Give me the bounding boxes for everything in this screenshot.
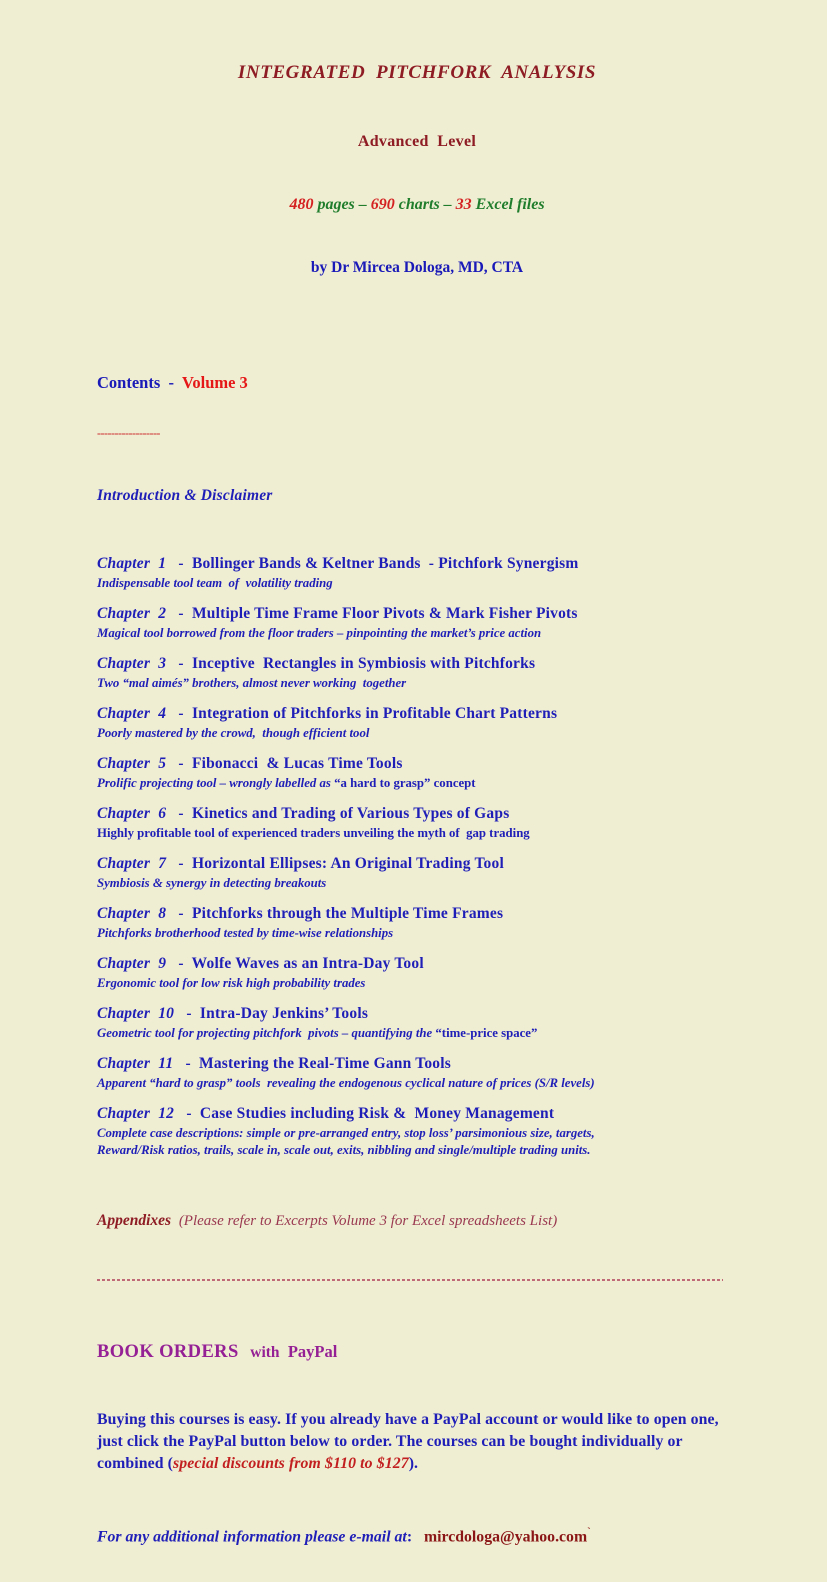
chapter-subtitle [97,1025,737,1041]
chapter-separator: - [166,605,192,622]
book-byline: by Dr Mircea Dologa, MD, CTA [310,259,524,276]
chapter-separator: - [166,805,192,822]
chapter-separator: - [174,1105,200,1122]
appendix-entry [97,1212,737,1230]
chapter-number-label: Chapter 8 [97,905,167,922]
chapter-subtitle-part: Highly profitable tool of experienced traders unveiling the myth of gap trading [97,826,530,840]
chapter-subtitle-part: Complete case descriptions: simple or pre-arranged entry, stop loss’ parsimonious size, targets, [97,1126,595,1140]
table-of-contents [97,337,737,1266]
chapter-title: Fibonacci & Lucas Time Tools [191,755,403,772]
dashed-separator-line [97,1279,723,1281]
book-title: INTEGRATED PITCHFORK ANALYSIS [237,62,597,83]
chapter-title: Mastering the Real-Time Gann Tools [199,1055,451,1072]
chapter-number-label: Chapter 4 [97,705,167,722]
chapter-number-label: Chapter 5 [97,755,167,772]
chapter-title: Intra-Day Jenkins’ Tools [199,1005,369,1022]
chapter-heading [97,904,737,924]
chapter-number-label: Chapter 12 [97,1105,175,1122]
email-line [97,1526,737,1546]
chapter-number-label: Chapter 11 [97,1055,174,1072]
chapter-subtitle-part: Reward/Risk ratios, trails, scale in, scale out, exits, nibbling and single/multiple trading units. [97,1143,591,1157]
chapter-number-label: Chapter 7 [97,855,167,872]
chapter-number-label: Chapter 10 [97,1005,175,1022]
chapter-subtitle-part: Indispensable tool team of volatility trading [97,576,333,590]
chapter-heading [97,1104,737,1124]
chapter-subtitle [97,575,737,591]
chapter-subtitle-part: Prolific projecting tool – wrongly labelled as [97,776,335,790]
chapter-number-label: Chapter 9 [97,955,167,972]
chapter-heading [97,854,737,874]
stats-part: 690 [370,196,399,213]
stats-part: 33 [455,196,476,213]
chapter-heading [97,754,737,774]
chapter-heading [97,554,737,574]
chapter-separator: - [166,755,192,772]
email-address: mircdologa@yahoo.com [423,1528,588,1546]
chapter-subtitle [97,825,737,841]
chapter-subtitle-part: Magical tool borrowed from the floor traders – pinpointing the market’s price action [97,626,542,640]
chapter-subtitle [97,925,737,941]
chapter-subtitle-part: “a hard to grasp” concept [334,776,476,790]
chapter-title: Integration of Pitchforks in Profitable Chart Patterns [191,705,558,722]
orders-paragraph-part: Buying this courses is easy. If you already have a PayPal account or would like to open one, just click the PayPal button below to order. The courses can be bought individually or combined ( [97,1411,723,1472]
chapter-number-label: Chapter 1 [97,555,167,572]
appendix-gap [171,1212,179,1229]
heading-gap2 [280,1342,288,1361]
book-orders-section [97,1305,737,1582]
contents-underline: ------------------ [97,426,160,440]
chapter-entry [97,804,737,841]
chapter-entry [97,654,737,691]
chapter-separator: - [166,555,192,572]
book-level: Advanced Level [357,133,477,150]
chapter-number-label: Chapter 2 [97,605,167,622]
chapter-title: Multiple Time Frame Floor Pivots & Mark Fisher Pivots [191,605,578,622]
chapter-entry [97,754,737,791]
chapter-subtitle [97,1075,737,1091]
chapter-subtitle [97,625,737,641]
chapter-title: Wolfe Waves as an Intra-Day Tool [191,955,424,972]
chapter-heading [97,804,737,824]
chapter-separator: - [166,855,192,872]
intro-disclaimer-entry: Introduction & Disclaimer [97,487,273,504]
chapter-subtitle [97,1125,737,1141]
chapter-entry [97,1104,737,1158]
email-colon: : [406,1528,413,1546]
chapter-subtitle [97,775,737,791]
chapter-subtitle [97,725,737,741]
chapter-entry [97,1004,737,1041]
orders-paragraph [97,1409,745,1475]
chapter-title: Pitchforks through the Multiple Time Frames [191,905,504,922]
volume-label: Volume 3 [181,373,248,392]
chapter-entry [97,904,737,941]
orders-paragraph-part: special discounts from $110 to $127 [173,1455,409,1472]
stats-part: pages – [317,196,371,213]
book-stats [97,196,737,214]
chapter-title: Bollinger Bands & Keltner Bands - Pitchfork Synergism [191,555,579,572]
chapter-subtitle-part: Geometric tool for projecting pitchfork pivots – quantifying the [97,1026,436,1040]
chapter-title: Inceptive Rectangles in Symbiosis with Pitchforks [191,655,536,672]
with-label: with [250,1344,280,1361]
chapter-heading [97,1004,737,1024]
email-prompt: For any additional information please e-mail at [97,1528,407,1546]
chapter-subtitle-part: Ergonomic tool for low risk high probability trades [97,976,366,990]
contents-heading [97,373,737,392]
stats-part: 480 [289,196,318,213]
chapter-subtitle-part: Symbiosis & synergy in detecting breakouts [97,876,327,890]
orders-paragraph-part: ). [408,1455,419,1472]
chapter-subtitle [97,1142,737,1158]
chapter-subtitle-part: Two “mal aimés” brothers, almost never working together [97,676,407,690]
appendix-label: Appendixes [97,1212,172,1229]
chapter-entry [97,1054,737,1091]
chapter-heading [97,704,737,724]
paypal-label: PayPal [287,1342,338,1361]
chapter-title: Horizontal Ellipses: An Original Trading Tool [191,855,504,872]
stats-part: charts – [398,196,456,213]
chapter-list [97,554,737,1158]
chapter-title: Kinetics and Trading of Various Types of Gaps [191,805,510,822]
chapter-title: Case Studies including Risk & Money Management [199,1105,555,1122]
chapter-heading [97,1054,737,1074]
chapter-entry [97,704,737,741]
chapter-heading [97,654,737,674]
chapter-entry [97,554,737,591]
chapter-subtitle-part: Poorly mastered by the crowd, though efficient tool [97,726,370,740]
chapter-separator: - [166,705,192,722]
chapter-separator: - [173,1055,200,1072]
stray-mark: ` [587,1526,591,1538]
book-orders-title: BOOK ORDERS [97,1342,239,1362]
appendix-note: (Please refer to Excerpts Volume 3 for Excel spreadsheets List) [178,1213,558,1229]
chapter-separator: - [166,655,192,672]
contents-label: Contents - [97,373,182,392]
chapter-subtitle-part: Apparent “hard to grasp” tools revealing the endogenous cyclical nature of prices (S/R levels) [97,1076,595,1090]
chapter-heading [97,954,737,974]
chapter-subtitle-part: “time-price space” [435,1026,538,1040]
chapter-separator: - [166,905,192,922]
chapter-number-label: Chapter 3 [97,655,167,672]
heading-gap1 [239,1344,251,1361]
chapter-subtitle-part: Pitchforks brotherhood tested by time-wise relationships [97,926,394,940]
chapter-heading [97,604,737,624]
chapter-separator: - [174,1005,200,1022]
chapter-entry [97,604,737,641]
stats-part: Excel files [475,196,545,213]
chapter-subtitle [97,675,737,691]
chapter-entry [97,854,737,891]
chapter-subtitle [97,975,737,991]
document-header [97,26,737,313]
chapter-subtitle [97,875,737,891]
chapter-entry [97,954,737,991]
chapter-number-label: Chapter 6 [97,805,167,822]
book-orders-heading [97,1341,737,1364]
email-gap [412,1528,424,1545]
chapter-separator: - [166,955,192,972]
